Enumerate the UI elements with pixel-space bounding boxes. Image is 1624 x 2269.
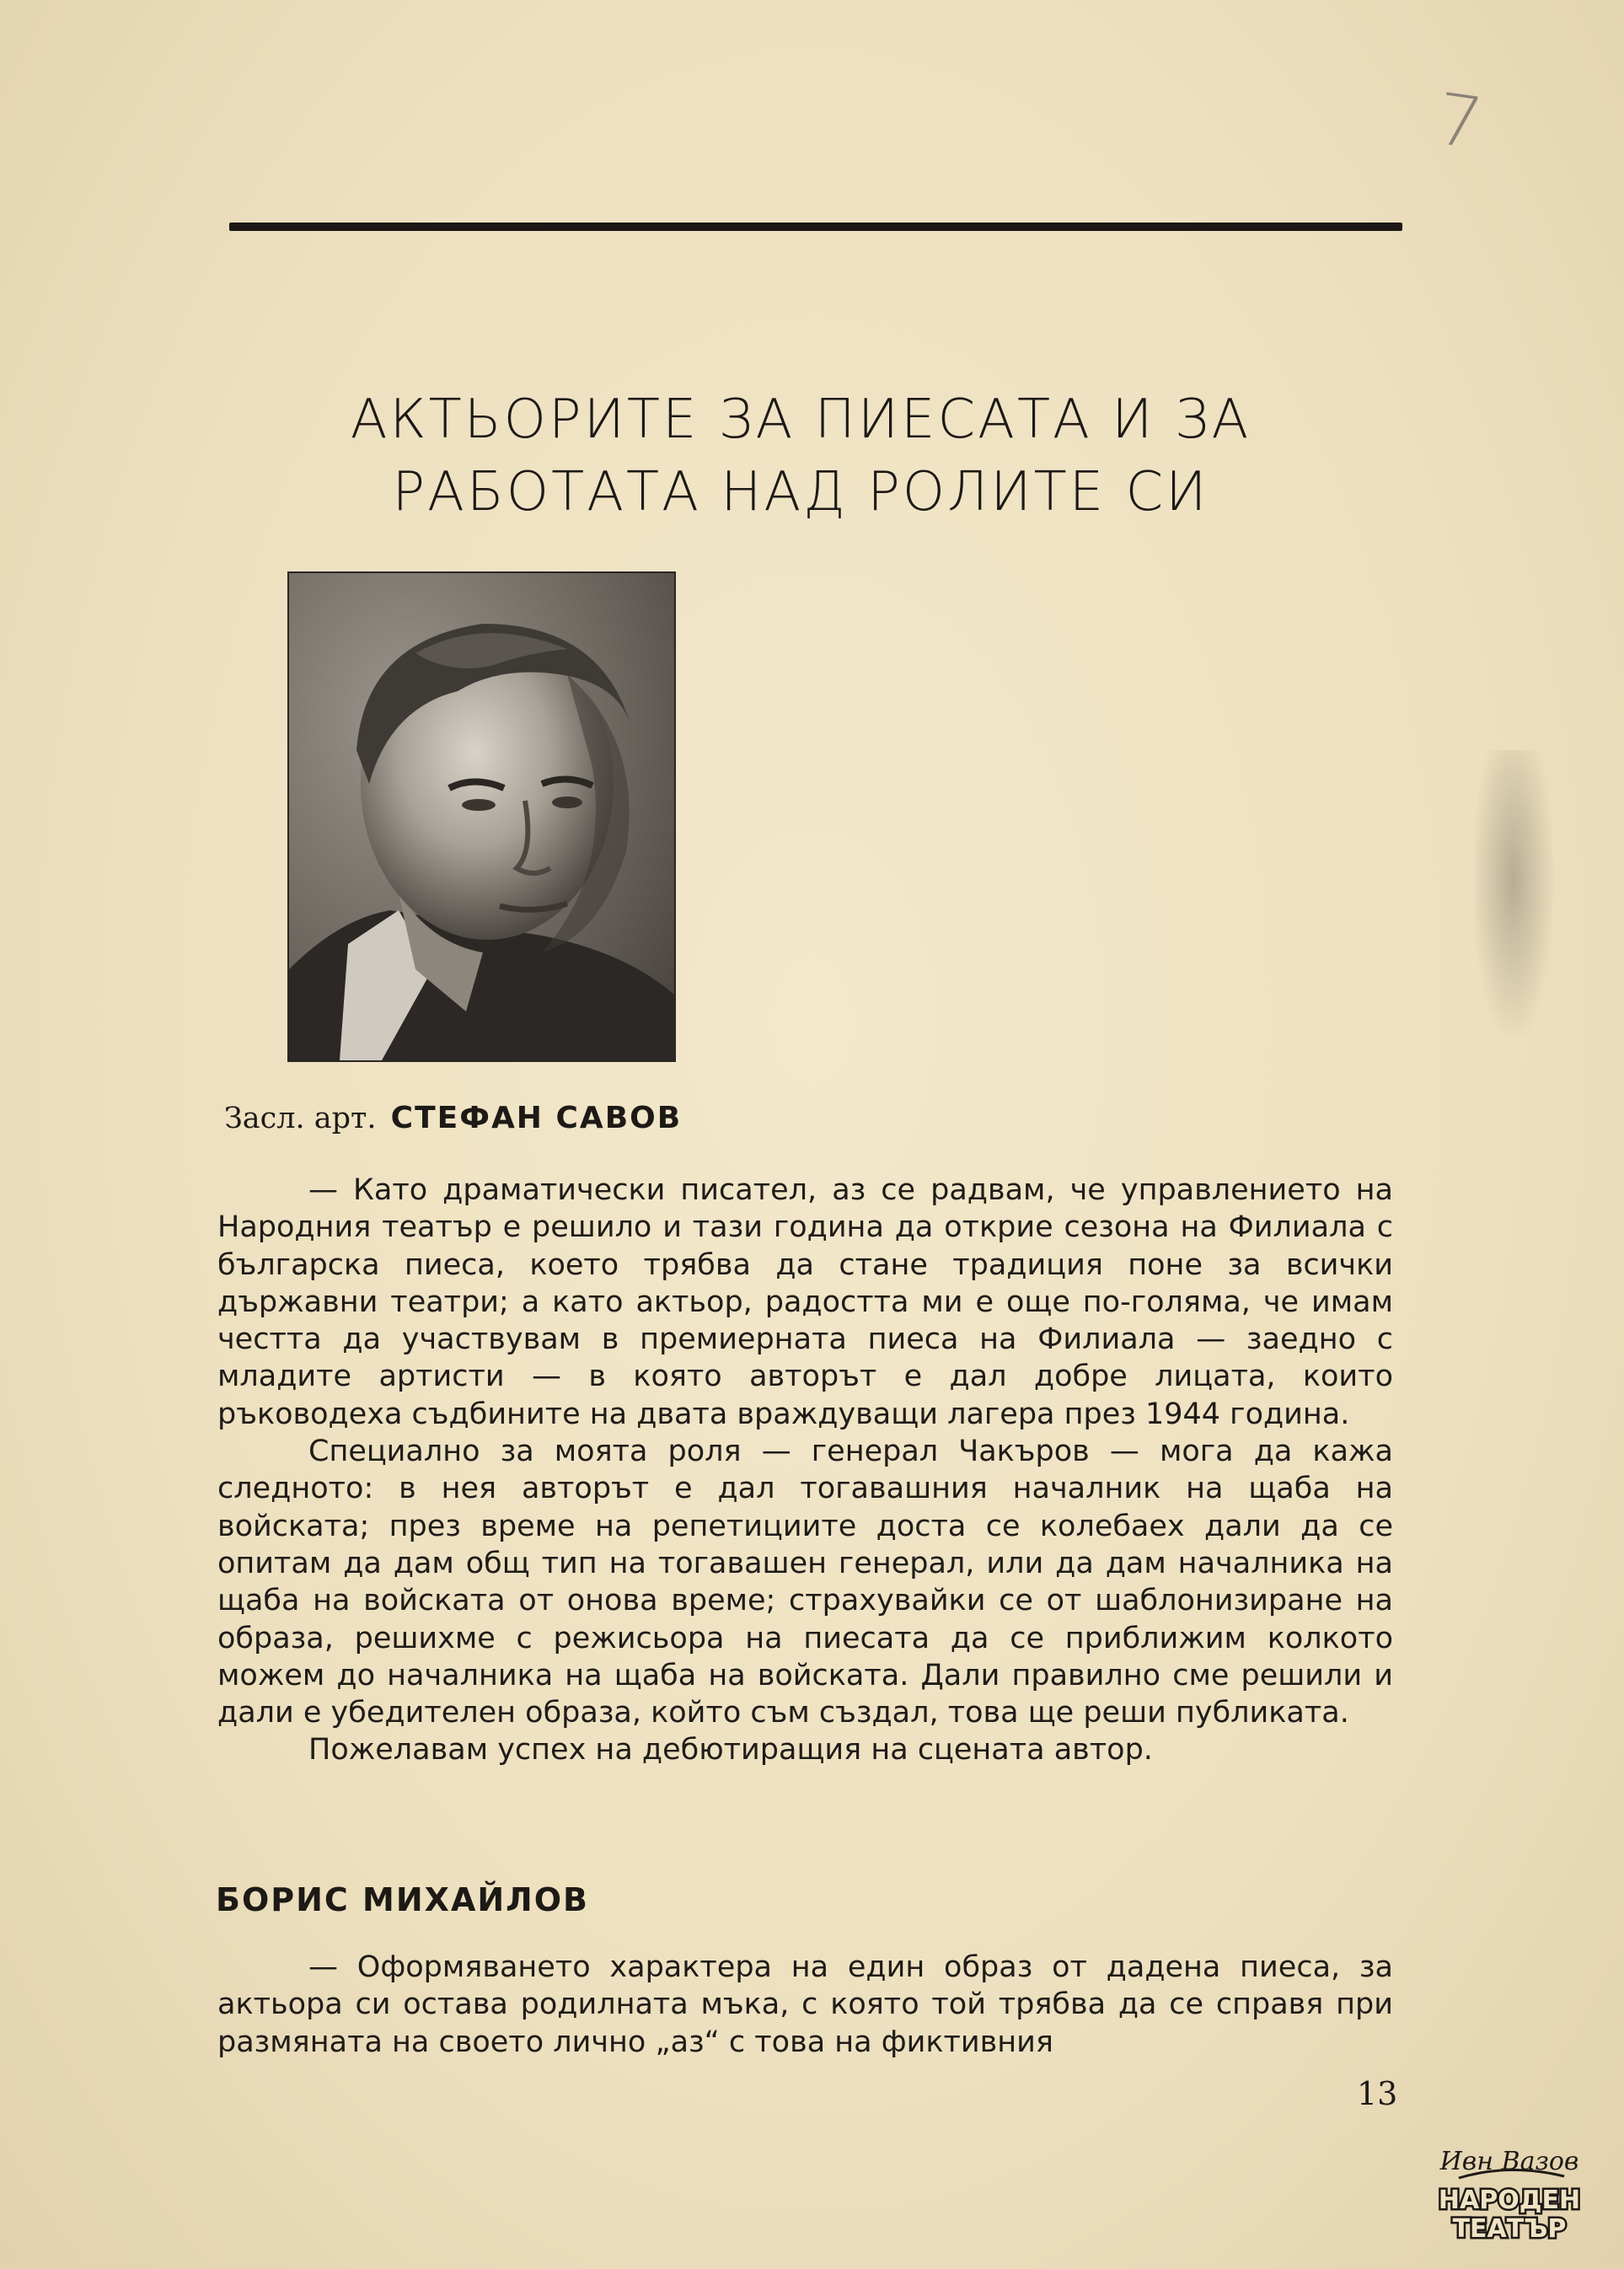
actor1-byline bbox=[224, 1101, 682, 1135]
national-theatre-logo bbox=[1438, 2138, 1581, 2247]
title-line-1: АКТЬОРИТЕ ЗА ПИЕСАТА И ЗА bbox=[350, 389, 1251, 451]
actor2-name: БОРИС МИХАЙЛОВ bbox=[216, 1881, 589, 1918]
actor2-paragraph-1: — Оформяването характера на един образ от дадена пиеса, за актьора си остава родилната мъка, с която той трябва да се справя при размяната на своето лично „аз“ с това на фиктивния bbox=[217, 1950, 1393, 2059]
actor1-paragraph-2: Специално за моята роля — генерал Чакъров — мога да кажа следното: в нея авторът е дал тогавашния началник на щаба на войската; през време на репетициите доста се колебаех дали да се опитам да дам общ тип на тогавашен генерал, или да дам началника на щаба на войската от онова време; страхувайки се от шаблонизиране на образа, решихме с режисьора на пиесата да се приближим колкото можем до началника на щаба на войската. Дали правилно сме решили и дали е убедителен образа, който съм създал, това ще реши публиката. bbox=[217, 1435, 1393, 1730]
logo-mark bbox=[1438, 2138, 1581, 2247]
actor1-title-prefix: Засл. арт. bbox=[224, 1102, 377, 1135]
portrait-image bbox=[289, 573, 674, 1060]
actor1-name: СТЕФАН САВОВ bbox=[390, 1101, 683, 1135]
actor1-paragraph-3: Пожелавам успех на дебютиращия на сцената автор. bbox=[308, 1733, 1153, 1767]
logo-line-1: НАРОДЕН bbox=[1438, 2186, 1581, 2215]
top-rule-divider bbox=[229, 223, 1402, 231]
handwritten-page-note: 7 bbox=[1431, 77, 1488, 166]
actor1-paragraph-1: — Като драматически писател, аз се радвам, че управлението на Народния театър е решило и тази година да открие сезона на Филиала с българска пиеса, което трябва да стане традиция поне за всички държавни театри; а като актьор, радостта ми е още по-голяма, че имам честта да участвувам в премиерната пиеса на Филиала — заедно с младите артисти — в която авторът е дал добре лицата, които ръководеха съдбините на двата враждуващи лагера през 1944 година. bbox=[217, 1173, 1393, 1431]
paper-stain bbox=[1473, 750, 1553, 1037]
actor-portrait-photo bbox=[287, 571, 676, 1062]
page-number: 13 bbox=[1357, 2075, 1398, 2112]
actor2-statement bbox=[217, 1949, 1393, 2061]
logo-line-2: ТЕАТЪР bbox=[1452, 2214, 1567, 2244]
page-title bbox=[253, 384, 1348, 528]
actor1-statement bbox=[217, 1172, 1393, 1769]
logo-script: Ивн Вазов bbox=[1439, 2147, 1579, 2176]
title-line-2: РАБОТАТА НАД РОЛИТЕ СИ bbox=[392, 461, 1209, 523]
